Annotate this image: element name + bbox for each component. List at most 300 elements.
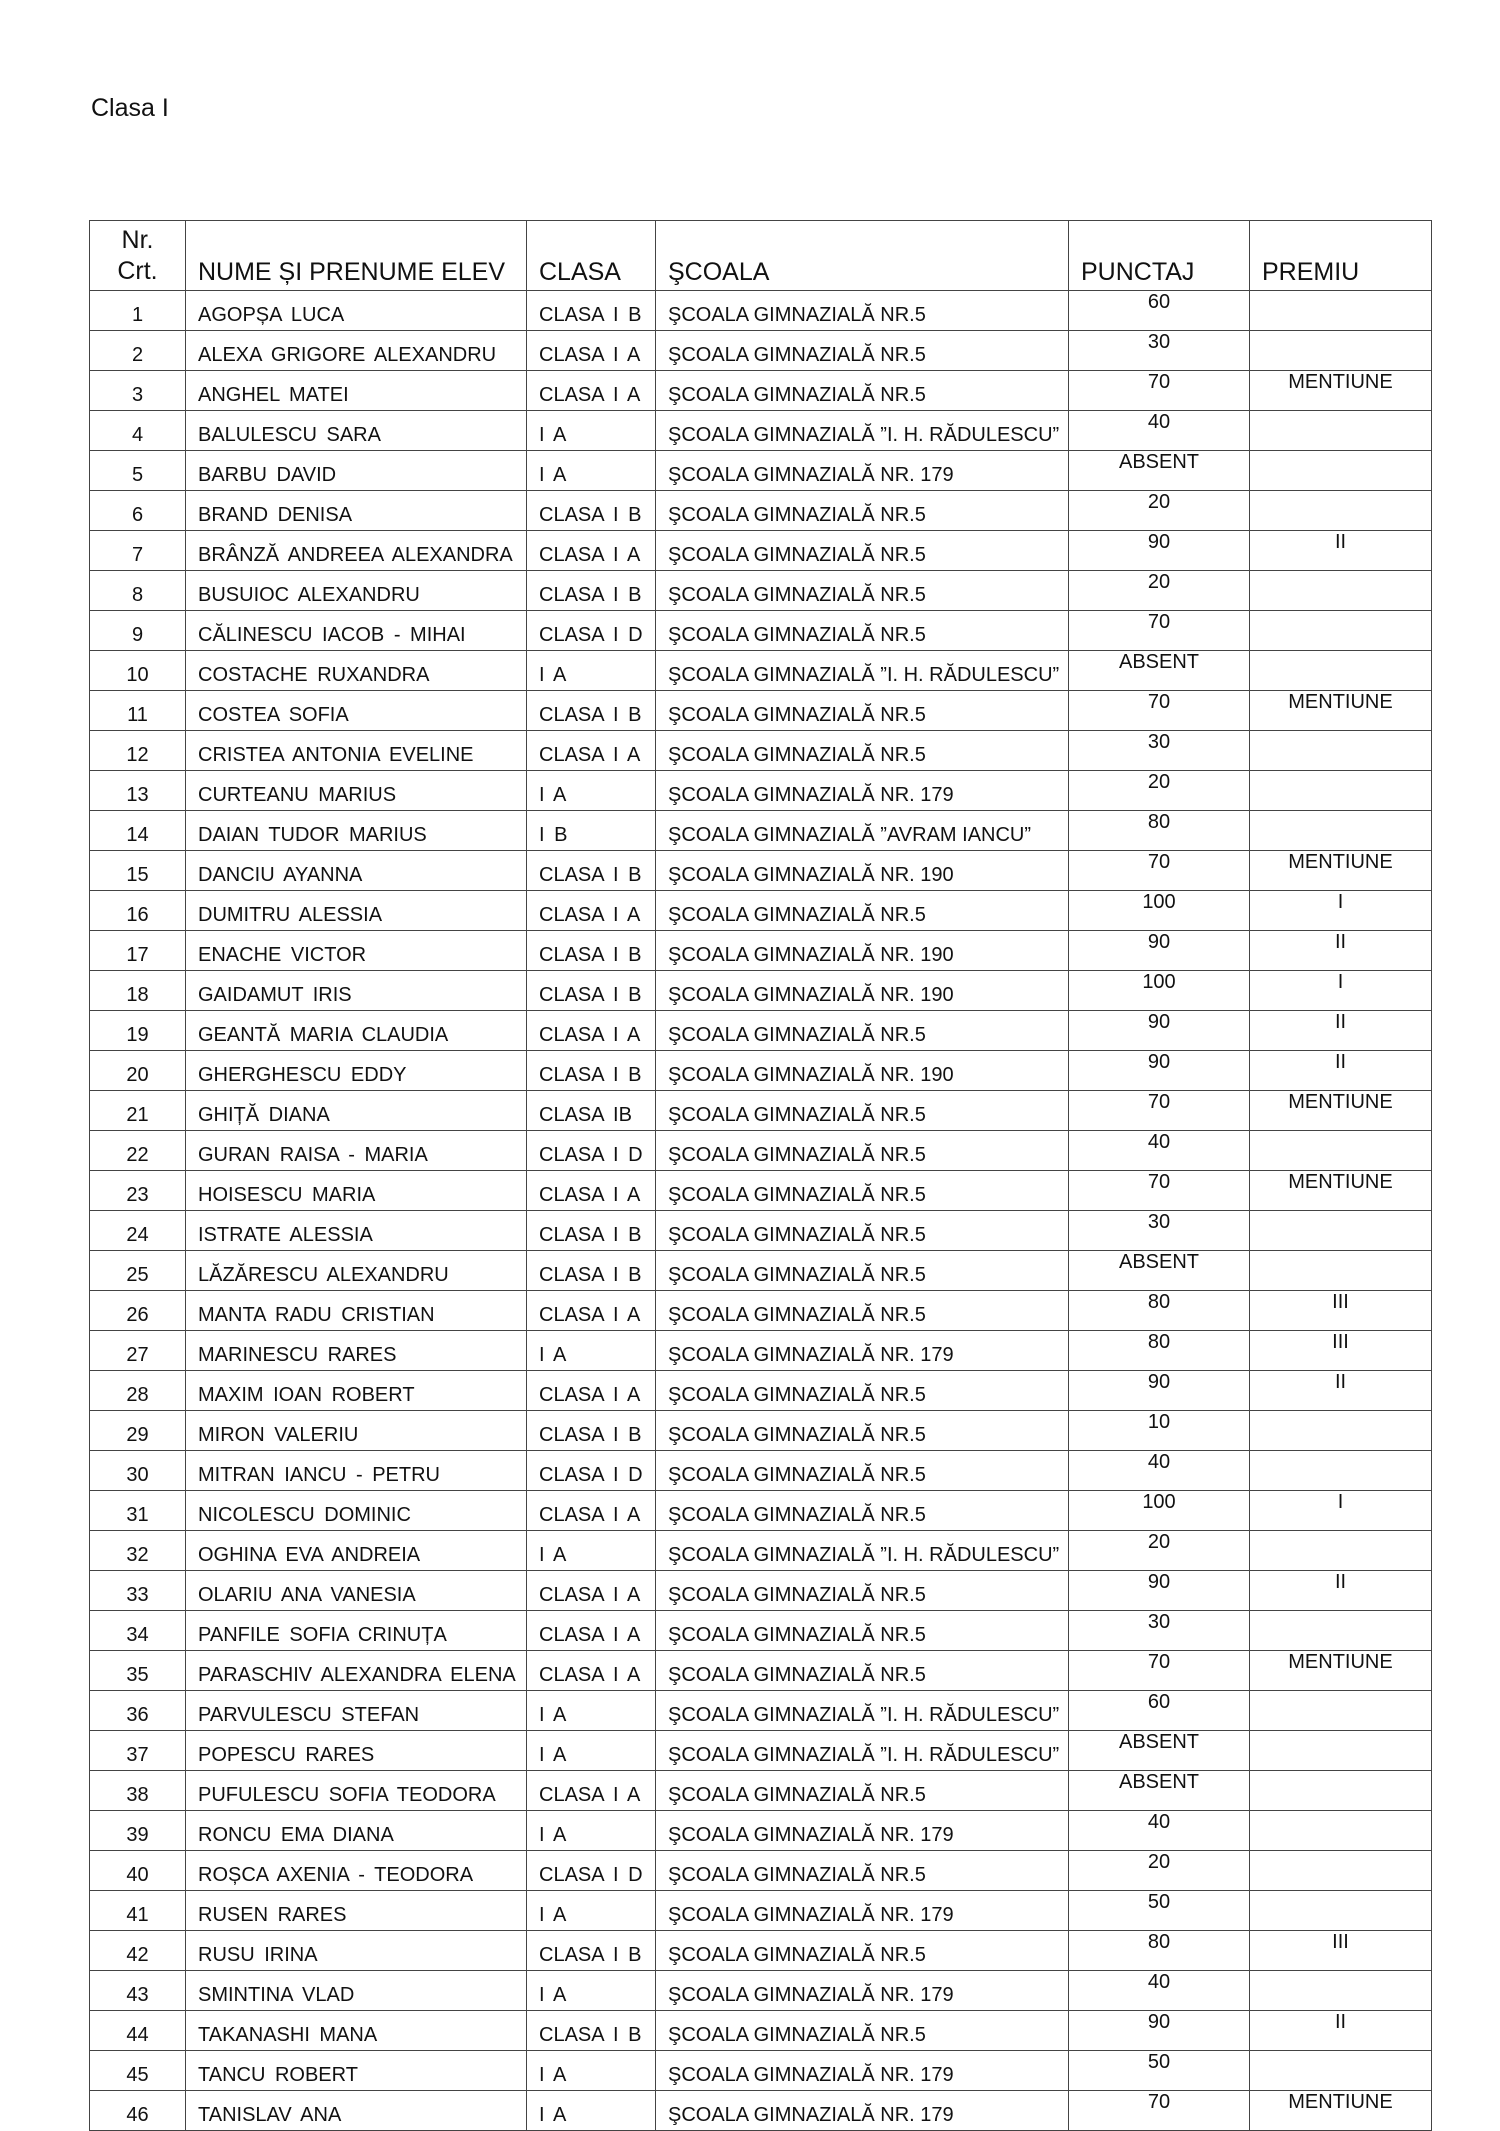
cell-school: ŞCOALA GIMNAZIALĂ NR.5 [656, 1451, 1069, 1491]
cell-score: 60 [1069, 1691, 1250, 1731]
cell-name: SMINTINA VLAD [186, 1971, 527, 2011]
cell-nr: 37 [90, 1731, 186, 1771]
cell-name: HOISESCU MARIA [186, 1171, 527, 1211]
cell-class: I A [527, 451, 656, 491]
cell-nr: 42 [90, 1931, 186, 1971]
cell-prize [1250, 2051, 1432, 2091]
cell-nr: 4 [90, 411, 186, 451]
cell-class: I A [527, 1731, 656, 1771]
cell-class: CLASA I B [527, 1411, 656, 1451]
cell-score: 40 [1069, 411, 1250, 451]
cell-prize [1250, 331, 1432, 371]
table-row [90, 611, 1432, 651]
table-row [90, 1371, 1432, 1411]
cell-school: ŞCOALA GIMNAZIALĂ NR.5 [656, 1851, 1069, 1891]
table-row [90, 1171, 1432, 1211]
cell-score: 20 [1069, 571, 1250, 611]
cell-prize: II [1250, 1011, 1432, 1051]
cell-school: ŞCOALA GIMNAZIALĂ NR. 179 [656, 2051, 1069, 2091]
cell-class: I B [527, 811, 656, 851]
cell-score: 100 [1069, 1491, 1250, 1531]
cell-score: ABSENT [1069, 1251, 1250, 1291]
cell-score: 80 [1069, 811, 1250, 851]
cell-name: GHERGHESCU EDDY [186, 1051, 527, 1091]
cell-name: GEANTĂ MARIA CLAUDIA [186, 1011, 527, 1051]
cell-name: BALULESCU SARA [186, 411, 527, 451]
cell-prize [1250, 1531, 1432, 1571]
cell-score: 70 [1069, 1171, 1250, 1211]
cell-prize: MENTIUNE [1250, 371, 1432, 411]
cell-name: PARASCHIV ALEXANDRA ELENA [186, 1651, 527, 1691]
cell-prize [1250, 1851, 1432, 1891]
cell-score: 20 [1069, 491, 1250, 531]
cell-prize: I [1250, 1491, 1432, 1531]
cell-school: ŞCOALA GIMNAZIALĂ NR.5 [656, 1011, 1069, 1051]
cell-prize: MENTIUNE [1250, 1091, 1432, 1131]
cell-nr: 31 [90, 1491, 186, 1531]
cell-name: PUFULESCU SOFIA TEODORA [186, 1771, 527, 1811]
cell-prize: III [1250, 1331, 1432, 1371]
cell-class: CLASA I A [527, 1611, 656, 1651]
cell-school: ŞCOALA GIMNAZIALĂ NR.5 [656, 731, 1069, 771]
cell-school: ŞCOALA GIMNAZIALĂ ”AVRAM IANCU” [656, 811, 1069, 851]
cell-score: 100 [1069, 971, 1250, 1011]
cell-prize: II [1250, 1571, 1432, 1611]
cell-school: ŞCOALA GIMNAZIALĂ NR.5 [656, 491, 1069, 531]
cell-nr: 32 [90, 1531, 186, 1571]
cell-class: CLASA I B [527, 851, 656, 891]
cell-name: NICOLESCU DOMINIC [186, 1491, 527, 1531]
table-row [90, 971, 1432, 1011]
table-row [90, 1051, 1432, 1091]
page-title: Clasa I [91, 94, 169, 122]
cell-class: CLASA I B [527, 1931, 656, 1971]
cell-school: ŞCOALA GIMNAZIALĂ NR.5 [656, 1371, 1069, 1411]
cell-nr: 41 [90, 1891, 186, 1931]
cell-school: ŞCOALA GIMNAZIALĂ NR.5 [656, 691, 1069, 731]
cell-name: BARBU DAVID [186, 451, 527, 491]
cell-name: MIRON VALERIU [186, 1411, 527, 1451]
cell-score: 70 [1069, 1091, 1250, 1131]
cell-score: 40 [1069, 1811, 1250, 1851]
table-row [90, 1731, 1432, 1771]
cell-score: 50 [1069, 1891, 1250, 1931]
cell-prize [1250, 611, 1432, 651]
cell-class: CLASA I B [527, 1211, 656, 1251]
table-row [90, 1411, 1432, 1451]
cell-school: ŞCOALA GIMNAZIALĂ NR.5 [656, 1571, 1069, 1611]
cell-nr: 22 [90, 1131, 186, 1171]
cell-name: LĂZĂRESCU ALEXANDRU [186, 1251, 527, 1291]
cell-school: ŞCOALA GIMNAZIALĂ NR.5 [656, 1611, 1069, 1651]
cell-nr: 23 [90, 1171, 186, 1211]
cell-score: 40 [1069, 1131, 1250, 1171]
cell-nr: 7 [90, 531, 186, 571]
cell-score: 70 [1069, 2091, 1250, 2131]
cell-school: ŞCOALA GIMNAZIALĂ NR.5 [656, 1131, 1069, 1171]
cell-prize [1250, 491, 1432, 531]
header-score: PUNCTAJ [1069, 221, 1250, 291]
table-row [90, 1491, 1432, 1531]
cell-prize: III [1250, 1931, 1432, 1971]
cell-class: CLASA I B [527, 291, 656, 331]
cell-class: CLASA I B [527, 571, 656, 611]
cell-class: CLASA I A [527, 1571, 656, 1611]
cell-school: ŞCOALA GIMNAZIALĂ NR. 179 [656, 1331, 1069, 1371]
cell-class: I A [527, 1691, 656, 1731]
table-row [90, 1331, 1432, 1371]
cell-class: CLASA I B [527, 691, 656, 731]
header-nr-line1: Nr. [121, 226, 154, 254]
table-row [90, 1291, 1432, 1331]
results-table [89, 220, 1432, 2131]
table-body [90, 291, 1432, 2131]
table-row [90, 2091, 1432, 2131]
header-nr [90, 221, 186, 291]
cell-class: CLASA I A [527, 531, 656, 571]
cell-prize [1250, 1411, 1432, 1451]
cell-class: CLASA I A [527, 891, 656, 931]
cell-name: ROȘCA AXENIA - TEODORA [186, 1851, 527, 1891]
cell-score: 40 [1069, 1451, 1250, 1491]
cell-name: BUSUIOC ALEXANDRU [186, 571, 527, 611]
cell-class: CLASA I B [527, 1051, 656, 1091]
cell-prize: I [1250, 971, 1432, 1011]
cell-nr: 30 [90, 1451, 186, 1491]
cell-nr: 27 [90, 1331, 186, 1371]
cell-nr: 11 [90, 691, 186, 731]
cell-name: RONCU EMA DIANA [186, 1811, 527, 1851]
cell-class: I A [527, 771, 656, 811]
cell-nr: 19 [90, 1011, 186, 1051]
cell-class: I A [527, 1331, 656, 1371]
cell-name: GURAN RAISA - MARIA [186, 1131, 527, 1171]
cell-name: CURTEANU MARIUS [186, 771, 527, 811]
cell-prize [1250, 811, 1432, 851]
header-name: NUME ȘI PRENUME ELEV [186, 221, 527, 291]
table-row [90, 291, 1432, 331]
cell-score: 50 [1069, 2051, 1250, 2091]
table-row [90, 2011, 1432, 2051]
cell-score: 30 [1069, 1611, 1250, 1651]
cell-prize [1250, 731, 1432, 771]
cell-school: ŞCOALA GIMNAZIALĂ ”I. H. RĂDULESCU” [656, 1731, 1069, 1771]
cell-class: I A [527, 1811, 656, 1851]
cell-class: I A [527, 1531, 656, 1571]
cell-school: ŞCOALA GIMNAZIALĂ NR.5 [656, 1651, 1069, 1691]
cell-school: ŞCOALA GIMNAZIALĂ NR.5 [656, 2011, 1069, 2051]
cell-name: RUSEN RARES [186, 1891, 527, 1931]
cell-class: CLASA I B [527, 491, 656, 531]
cell-name: ENACHE VICTOR [186, 931, 527, 971]
cell-nr: 34 [90, 1611, 186, 1651]
table-row [90, 1131, 1432, 1171]
table-row [90, 1531, 1432, 1571]
cell-score: 30 [1069, 331, 1250, 371]
cell-prize [1250, 1811, 1432, 1851]
cell-class: CLASA I B [527, 931, 656, 971]
cell-prize: MENTIUNE [1250, 1171, 1432, 1211]
cell-score: 30 [1069, 1211, 1250, 1251]
cell-class: CLASA I A [527, 371, 656, 411]
cell-school: ŞCOALA GIMNAZIALĂ NR.5 [656, 1931, 1069, 1971]
table-row [90, 571, 1432, 611]
cell-class: CLASA I D [527, 611, 656, 651]
cell-prize [1250, 411, 1432, 451]
cell-school: ŞCOALA GIMNAZIALĂ NR. 179 [656, 451, 1069, 491]
cell-score: 90 [1069, 1051, 1250, 1091]
cell-name: PARVULESCU STEFAN [186, 1691, 527, 1731]
cell-prize [1250, 1211, 1432, 1251]
cell-score: 80 [1069, 1291, 1250, 1331]
table-row [90, 1011, 1432, 1051]
cell-class: I A [527, 2051, 656, 2091]
table-row [90, 1091, 1432, 1131]
cell-school: ŞCOALA GIMNAZIALĂ NR.5 [656, 891, 1069, 931]
cell-score: 90 [1069, 1011, 1250, 1051]
cell-nr: 17 [90, 931, 186, 971]
cell-score: 10 [1069, 1411, 1250, 1451]
cell-score: 80 [1069, 1931, 1250, 1971]
table-row [90, 1851, 1432, 1891]
cell-class: CLASA I A [527, 1291, 656, 1331]
cell-class: CLASA I B [527, 1251, 656, 1291]
table-row [90, 1771, 1432, 1811]
cell-name: ANGHEL MATEI [186, 371, 527, 411]
cell-nr: 13 [90, 771, 186, 811]
cell-nr: 46 [90, 2091, 186, 2131]
cell-prize: MENTIUNE [1250, 1651, 1432, 1691]
cell-score: 90 [1069, 531, 1250, 571]
cell-prize [1250, 1131, 1432, 1171]
cell-name: GHIȚĂ DIANA [186, 1091, 527, 1131]
cell-school: ŞCOALA GIMNAZIALĂ NR. 190 [656, 1051, 1069, 1091]
table-row [90, 891, 1432, 931]
cell-name: ISTRATE ALESSIA [186, 1211, 527, 1251]
cell-nr: 29 [90, 1411, 186, 1451]
cell-class: I A [527, 1891, 656, 1931]
cell-nr: 12 [90, 731, 186, 771]
cell-nr: 38 [90, 1771, 186, 1811]
cell-prize [1250, 1891, 1432, 1931]
cell-school: ŞCOALA GIMNAZIALĂ NR.5 [656, 1291, 1069, 1331]
table-row [90, 1811, 1432, 1851]
cell-score: 60 [1069, 291, 1250, 331]
cell-name: DANCIU AYANNA [186, 851, 527, 891]
cell-class: I A [527, 2091, 656, 2131]
cell-name: GAIDAMUT IRIS [186, 971, 527, 1011]
cell-nr: 24 [90, 1211, 186, 1251]
table-row [90, 651, 1432, 691]
cell-name: AGOPȘA LUCA [186, 291, 527, 331]
header-class: CLASA [527, 221, 656, 291]
cell-nr: 18 [90, 971, 186, 1011]
cell-school: ŞCOALA GIMNAZIALĂ NR. 179 [656, 1971, 1069, 2011]
cell-score: 90 [1069, 1571, 1250, 1611]
cell-name: RUSU IRINA [186, 1931, 527, 1971]
cell-name: BRÂNZĂ ANDREEA ALEXANDRA [186, 531, 527, 571]
cell-nr: 1 [90, 291, 186, 331]
cell-nr: 8 [90, 571, 186, 611]
cell-score: 100 [1069, 891, 1250, 931]
cell-name: DAIAN TUDOR MARIUS [186, 811, 527, 851]
cell-name: PANFILE SOFIA CRINUȚA [186, 1611, 527, 1651]
cell-name: OLARIU ANA VANESIA [186, 1571, 527, 1611]
cell-school: ŞCOALA GIMNAZIALĂ NR.5 [656, 571, 1069, 611]
cell-name: MITRAN IANCU - PETRU [186, 1451, 527, 1491]
table-row [90, 731, 1432, 771]
cell-school: ŞCOALA GIMNAZIALĂ NR.5 [656, 1411, 1069, 1451]
cell-prize [1250, 1731, 1432, 1771]
cell-prize [1250, 1611, 1432, 1651]
cell-prize: III [1250, 1291, 1432, 1331]
cell-nr: 15 [90, 851, 186, 891]
cell-prize [1250, 651, 1432, 691]
cell-name: MARINESCU RARES [186, 1331, 527, 1371]
cell-prize [1250, 771, 1432, 811]
cell-nr: 6 [90, 491, 186, 531]
table-row [90, 1451, 1432, 1491]
cell-name: MAXIM IOAN ROBERT [186, 1371, 527, 1411]
cell-school: ŞCOALA GIMNAZIALĂ NR.5 [656, 331, 1069, 371]
cell-school: ŞCOALA GIMNAZIALĂ ”I. H. RĂDULESCU” [656, 411, 1069, 451]
cell-class: CLASA I B [527, 2011, 656, 2051]
cell-prize: I [1250, 891, 1432, 931]
cell-school: ŞCOALA GIMNAZIALĂ NR. 179 [656, 1811, 1069, 1851]
cell-school: ŞCOALA GIMNAZIALĂ NR. 190 [656, 931, 1069, 971]
cell-prize [1250, 1251, 1432, 1291]
cell-class: I A [527, 1971, 656, 2011]
cell-name: BRAND DENISA [186, 491, 527, 531]
cell-school: ŞCOALA GIMNAZIALĂ NR. 190 [656, 971, 1069, 1011]
cell-name: MANTA RADU CRISTIAN [186, 1291, 527, 1331]
cell-nr: 39 [90, 1811, 186, 1851]
cell-class: CLASA I A [527, 1011, 656, 1051]
cell-score: 90 [1069, 1371, 1250, 1411]
table-row [90, 1571, 1432, 1611]
cell-nr: 21 [90, 1091, 186, 1131]
table-row [90, 811, 1432, 851]
cell-school: ŞCOALA GIMNAZIALĂ ”I. H. RĂDULESCU” [656, 1531, 1069, 1571]
table-row [90, 1931, 1432, 1971]
cell-prize [1250, 291, 1432, 331]
cell-nr: 44 [90, 2011, 186, 2051]
cell-name: TANISLAV ANA [186, 2091, 527, 2131]
table-row [90, 1891, 1432, 1931]
cell-prize: II [1250, 531, 1432, 571]
cell-name: OGHINA EVA ANDREIA [186, 1531, 527, 1571]
cell-prize: II [1250, 1051, 1432, 1091]
cell-score: 80 [1069, 1331, 1250, 1371]
cell-nr: 3 [90, 371, 186, 411]
cell-nr: 25 [90, 1251, 186, 1291]
cell-school: ŞCOALA GIMNAZIALĂ NR. 179 [656, 1891, 1069, 1931]
cell-prize [1250, 1771, 1432, 1811]
cell-class: CLASA I B [527, 971, 656, 1011]
cell-school: ŞCOALA GIMNAZIALĂ NR.5 [656, 1091, 1069, 1131]
cell-nr: 14 [90, 811, 186, 851]
cell-score: 90 [1069, 2011, 1250, 2051]
table-row [90, 371, 1432, 411]
table-row [90, 1251, 1432, 1291]
cell-school: ŞCOALA GIMNAZIALĂ NR. 179 [656, 2091, 1069, 2131]
cell-school: ŞCOALA GIMNAZIALĂ NR.5 [656, 371, 1069, 411]
cell-class: I A [527, 411, 656, 451]
table-row [90, 851, 1432, 891]
cell-class: CLASA I A [527, 1651, 656, 1691]
cell-class: CLASA I A [527, 1491, 656, 1531]
cell-school: ŞCOALA GIMNAZIALĂ NR. 190 [656, 851, 1069, 891]
table-row [90, 491, 1432, 531]
cell-score: 90 [1069, 931, 1250, 971]
cell-school: ŞCOALA GIMNAZIALĂ NR. 179 [656, 771, 1069, 811]
cell-school: ŞCOALA GIMNAZIALĂ NR.5 [656, 1171, 1069, 1211]
cell-score: ABSENT [1069, 651, 1250, 691]
cell-class: CLASA I A [527, 331, 656, 371]
table-header-row [90, 221, 1432, 291]
cell-prize: II [1250, 2011, 1432, 2051]
cell-score: 70 [1069, 1651, 1250, 1691]
cell-score: 70 [1069, 691, 1250, 731]
cell-prize: II [1250, 1371, 1432, 1411]
cell-score: 20 [1069, 1851, 1250, 1891]
cell-prize: MENTIUNE [1250, 2091, 1432, 2131]
cell-class: CLASA I D [527, 1131, 656, 1171]
cell-school: ŞCOALA GIMNAZIALĂ NR.5 [656, 531, 1069, 571]
cell-nr: 26 [90, 1291, 186, 1331]
cell-nr: 10 [90, 651, 186, 691]
table-row [90, 1211, 1432, 1251]
table-row [90, 1691, 1432, 1731]
cell-score: ABSENT [1069, 451, 1250, 491]
cell-score: 70 [1069, 611, 1250, 651]
cell-school: ŞCOALA GIMNAZIALĂ NR.5 [656, 291, 1069, 331]
cell-prize [1250, 451, 1432, 491]
cell-name: CRISTEA ANTONIA EVELINE [186, 731, 527, 771]
cell-score: 70 [1069, 851, 1250, 891]
table-row [90, 331, 1432, 371]
cell-name: ALEXA GRIGORE ALEXANDRU [186, 331, 527, 371]
cell-class: CLASA I A [527, 1171, 656, 1211]
cell-prize: MENTIUNE [1250, 691, 1432, 731]
cell-class: CLASA IB [527, 1091, 656, 1131]
cell-prize: II [1250, 931, 1432, 971]
cell-nr: 9 [90, 611, 186, 651]
cell-score: 20 [1069, 1531, 1250, 1571]
cell-prize [1250, 1971, 1432, 2011]
table-row [90, 411, 1432, 451]
cell-class: CLASA I D [527, 1851, 656, 1891]
cell-name: TAKANASHI MANA [186, 2011, 527, 2051]
cell-class: CLASA I A [527, 731, 656, 771]
cell-class: CLASA I D [527, 1451, 656, 1491]
cell-nr: 5 [90, 451, 186, 491]
cell-score: 20 [1069, 771, 1250, 811]
cell-nr: 28 [90, 1371, 186, 1411]
cell-nr: 43 [90, 1971, 186, 2011]
table-row [90, 771, 1432, 811]
table-row [90, 2051, 1432, 2091]
cell-nr: 33 [90, 1571, 186, 1611]
cell-school: ŞCOALA GIMNAZIALĂ NR.5 [656, 1211, 1069, 1251]
cell-name: POPESCU RARES [186, 1731, 527, 1771]
cell-nr: 40 [90, 1851, 186, 1891]
cell-school: ŞCOALA GIMNAZIALĂ ”I. H. RĂDULESCU” [656, 651, 1069, 691]
table-row [90, 1611, 1432, 1651]
cell-name: TANCU ROBERT [186, 2051, 527, 2091]
cell-nr: 35 [90, 1651, 186, 1691]
cell-prize [1250, 1691, 1432, 1731]
